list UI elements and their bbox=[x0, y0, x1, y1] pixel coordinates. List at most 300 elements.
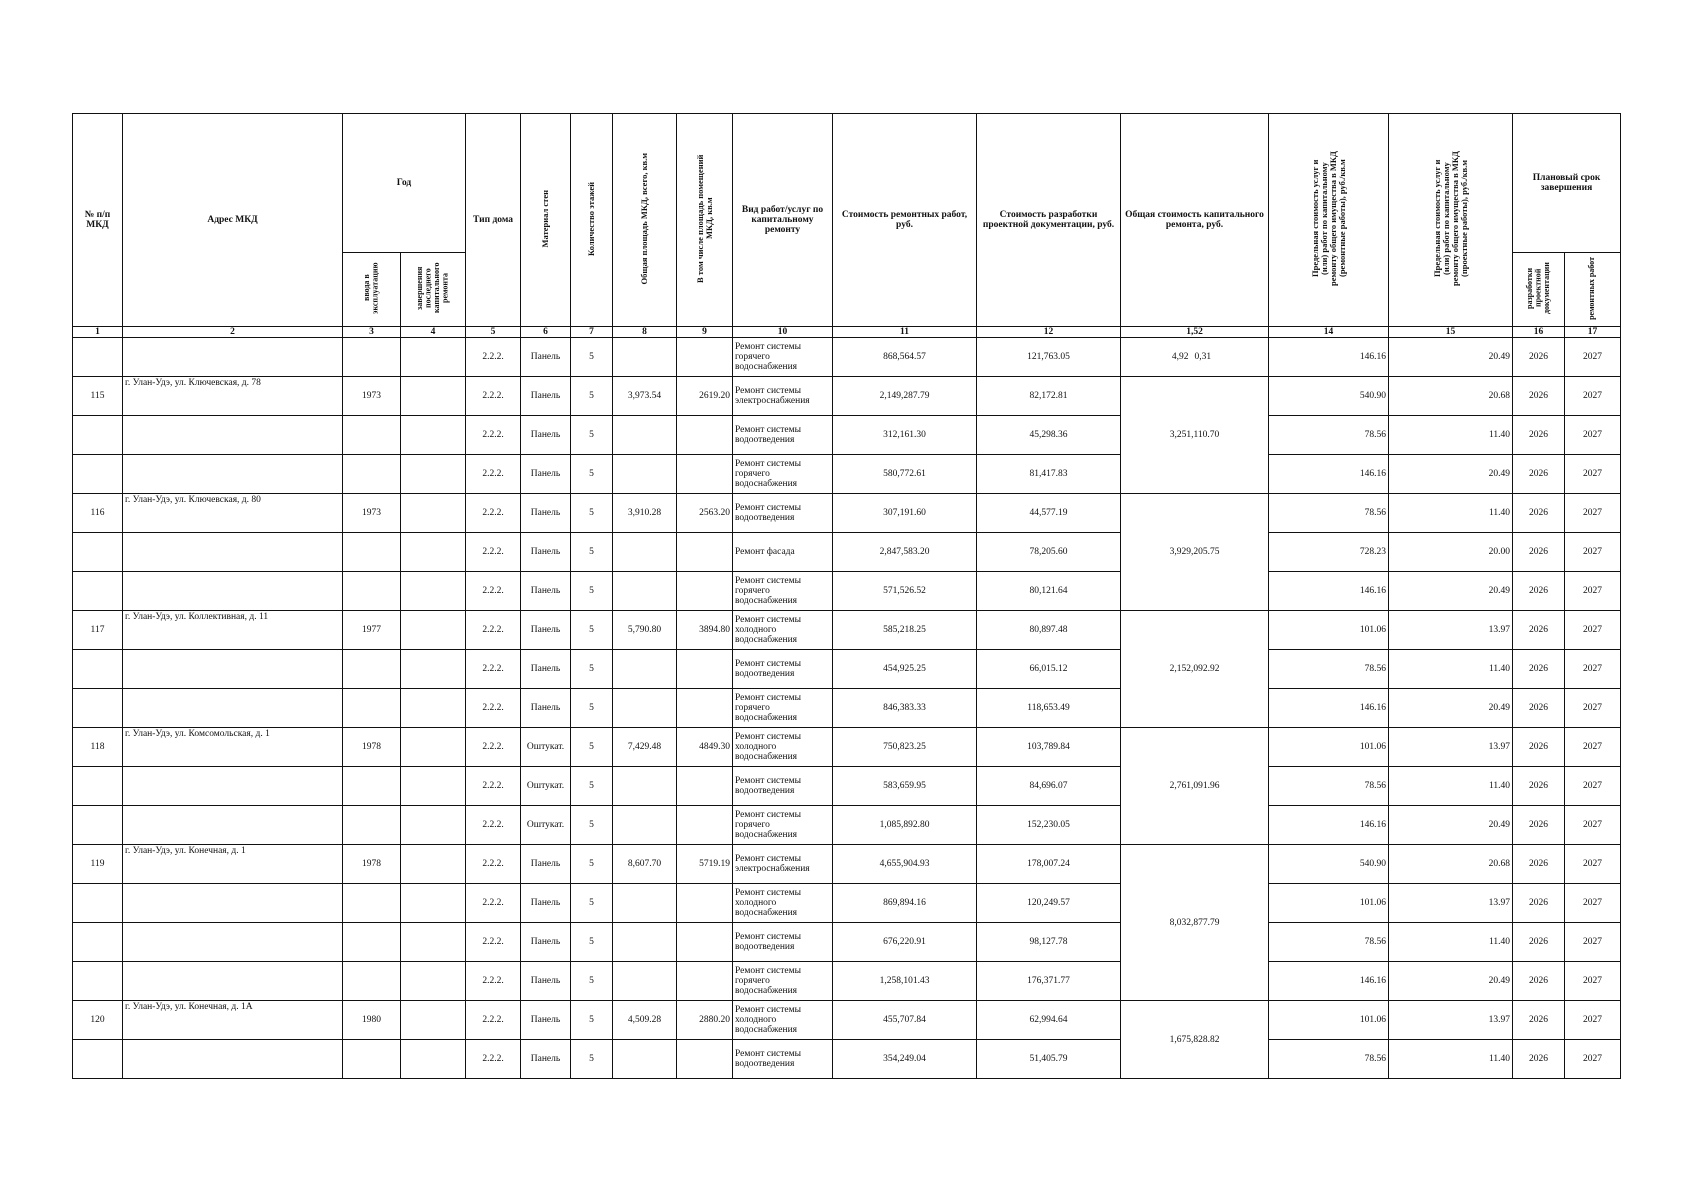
column-number: 8 bbox=[613, 327, 677, 338]
column-number: 12 bbox=[977, 327, 1121, 338]
table-row bbox=[73, 611, 1621, 650]
address-cell: г. Улан-Удэ, ул. Ключевская, д. 78 bbox=[123, 377, 343, 416]
limit-design-cell: 13.97 bbox=[1389, 1001, 1513, 1040]
limit-repair-cell: 78.56 bbox=[1269, 923, 1389, 962]
deadline-design-cell: 2026 bbox=[1513, 923, 1565, 962]
repair-cost-cell: 1,258,101.43 bbox=[833, 962, 977, 1001]
deadline-design-cell: 2026 bbox=[1513, 611, 1565, 650]
wall-material-cell: Панель bbox=[521, 455, 571, 494]
capital-repair-table bbox=[72, 113, 1621, 1079]
wall-material-cell: Панель bbox=[521, 494, 571, 533]
stray-marks-cell bbox=[1121, 338, 1269, 377]
house-type-cell: 2.2.2. bbox=[466, 923, 521, 962]
house-type-cell: 2.2.2. bbox=[466, 494, 521, 533]
limit-design-cell: 20.49 bbox=[1389, 572, 1513, 611]
deadline-design-cell: 2026 bbox=[1513, 689, 1565, 728]
deadline-design-cell: 2026 bbox=[1513, 962, 1565, 1001]
deadline-design-cell: 2026 bbox=[1513, 884, 1565, 923]
deadline-design-cell: 2026 bbox=[1513, 416, 1565, 455]
header-deadline: Плановый срок завершения bbox=[1513, 114, 1621, 253]
total-area-cell: 7,429.48 bbox=[613, 728, 677, 767]
floors-cell: 5 bbox=[571, 923, 613, 962]
address-cell bbox=[123, 689, 343, 728]
house-type-cell: 2.2.2. bbox=[466, 689, 521, 728]
design-cost-cell: 121,763.05 bbox=[977, 338, 1121, 377]
premises-area-cell: 4849.30 bbox=[677, 728, 733, 767]
header-deadline-works: ремонтных работ bbox=[1565, 253, 1621, 327]
total-area-cell bbox=[613, 884, 677, 923]
design-cost-cell: 120,249.57 bbox=[977, 884, 1121, 923]
header-premises-area: В том числе площадь помещений МКД, кв.м bbox=[677, 114, 733, 327]
floors-cell: 5 bbox=[571, 689, 613, 728]
year-last-repair-cell bbox=[401, 884, 466, 923]
year-commission-cell bbox=[343, 338, 401, 377]
address-cell bbox=[123, 767, 343, 806]
total-cost-cell: 2,761,091.96 bbox=[1121, 728, 1269, 845]
limit-design-cell: 13.97 bbox=[1389, 884, 1513, 923]
address-cell bbox=[123, 650, 343, 689]
header-floors: Количество этажей bbox=[571, 114, 613, 327]
mkd-number: 116 bbox=[73, 494, 123, 533]
floors-cell: 5 bbox=[571, 338, 613, 377]
deadline-works-cell: 2027 bbox=[1565, 806, 1621, 845]
deadline-design-cell: 2026 bbox=[1513, 806, 1565, 845]
limit-repair-cell: 540.90 bbox=[1269, 845, 1389, 884]
year-last-repair-cell bbox=[401, 338, 466, 377]
house-type-cell: 2.2.2. bbox=[466, 884, 521, 923]
design-cost-cell: 176,371.77 bbox=[977, 962, 1121, 1001]
table-row bbox=[73, 650, 1621, 689]
mkd-number bbox=[73, 455, 123, 494]
wall-material-cell: Панель bbox=[521, 689, 571, 728]
total-area-cell bbox=[613, 767, 677, 806]
year-commission-cell bbox=[343, 767, 401, 806]
column-number: 2 bbox=[123, 327, 343, 338]
work-type-cell: Ремонт системы холодного водоснабжения bbox=[733, 1001, 833, 1040]
premises-area-cell bbox=[677, 338, 733, 377]
deadline-design-cell: 2026 bbox=[1513, 494, 1565, 533]
premises-area-cell: 3894.80 bbox=[677, 611, 733, 650]
repair-cost-cell: 846,383.33 bbox=[833, 689, 977, 728]
design-cost-cell: 82,172.81 bbox=[977, 377, 1121, 416]
work-type-cell: Ремонт системы холодного водоснабжения bbox=[733, 728, 833, 767]
year-commission-cell bbox=[343, 533, 401, 572]
mkd-number bbox=[73, 338, 123, 377]
limit-repair-cell: 101.06 bbox=[1269, 728, 1389, 767]
wall-material-cell: Панель bbox=[521, 1040, 571, 1079]
mkd-number bbox=[73, 1040, 123, 1079]
year-commission-cell bbox=[343, 689, 401, 728]
premises-area-cell bbox=[677, 806, 733, 845]
house-type-cell: 2.2.2. bbox=[466, 416, 521, 455]
floors-cell: 5 bbox=[571, 884, 613, 923]
wall-material-cell: Оштукат. bbox=[521, 806, 571, 845]
address-cell bbox=[123, 338, 343, 377]
deadline-works-cell: 2027 bbox=[1565, 728, 1621, 767]
year-last-repair-cell bbox=[401, 650, 466, 689]
work-type-cell: Ремонт системы электроснабжения bbox=[733, 845, 833, 884]
column-number: 3 bbox=[343, 327, 401, 338]
work-type-cell: Ремонт системы водоотведения bbox=[733, 767, 833, 806]
repair-cost-cell: 750,823.25 bbox=[833, 728, 977, 767]
mkd-number bbox=[73, 806, 123, 845]
mkd-number: 119 bbox=[73, 845, 123, 884]
design-cost-cell: 62,994.64 bbox=[977, 1001, 1121, 1040]
repair-cost-cell: 868,564.57 bbox=[833, 338, 977, 377]
repair-cost-cell: 312,161.30 bbox=[833, 416, 977, 455]
header-address: Адрес МКД bbox=[123, 114, 343, 327]
floors-cell: 5 bbox=[571, 1001, 613, 1040]
address-cell: г. Улан-Удэ, ул. Ключевская, д. 80 bbox=[123, 494, 343, 533]
address-cell bbox=[123, 884, 343, 923]
mkd-number bbox=[73, 923, 123, 962]
limit-design-cell: 11.40 bbox=[1389, 767, 1513, 806]
design-cost-cell: 51,405.79 bbox=[977, 1040, 1121, 1079]
design-cost-cell: 118,653.49 bbox=[977, 689, 1121, 728]
header-num: № п/п МКД bbox=[73, 114, 123, 327]
mkd-number: 117 bbox=[73, 611, 123, 650]
floors-cell: 5 bbox=[571, 572, 613, 611]
year-last-repair-cell bbox=[401, 455, 466, 494]
total-area-cell bbox=[613, 338, 677, 377]
total-area-cell bbox=[613, 689, 677, 728]
limit-design-cell: 20.68 bbox=[1389, 377, 1513, 416]
mkd-number bbox=[73, 962, 123, 1001]
house-type-cell: 2.2.2. bbox=[466, 1040, 521, 1079]
work-type-cell: Ремонт системы холодного водоснабжения bbox=[733, 611, 833, 650]
column-number: 7 bbox=[571, 327, 613, 338]
design-cost-cell: 66,015.12 bbox=[977, 650, 1121, 689]
table-row bbox=[73, 1040, 1621, 1079]
year-commission-cell bbox=[343, 572, 401, 611]
premises-area-cell bbox=[677, 767, 733, 806]
stray-mark: 0,31 bbox=[1194, 352, 1212, 362]
floors-cell: 5 bbox=[571, 455, 613, 494]
column-number: 15 bbox=[1389, 327, 1513, 338]
column-number: 14 bbox=[1269, 327, 1389, 338]
table-body bbox=[73, 338, 1621, 1079]
repair-cost-cell: 455,707.84 bbox=[833, 1001, 977, 1040]
deadline-works-cell: 2027 bbox=[1565, 455, 1621, 494]
address-cell bbox=[123, 416, 343, 455]
repair-cost-cell: 869,894.16 bbox=[833, 884, 977, 923]
limit-repair-cell: 78.56 bbox=[1269, 650, 1389, 689]
premises-area-cell bbox=[677, 416, 733, 455]
wall-material-cell: Панель bbox=[521, 962, 571, 1001]
column-number: 6 bbox=[521, 327, 571, 338]
deadline-design-cell: 2026 bbox=[1513, 1001, 1565, 1040]
repair-cost-cell: 1,085,892.80 bbox=[833, 806, 977, 845]
house-type-cell: 2.2.2. bbox=[466, 338, 521, 377]
wall-material-cell: Панель bbox=[521, 650, 571, 689]
work-type-cell: Ремонт системы горячего водоснабжения bbox=[733, 572, 833, 611]
work-type-cell: Ремонт системы горячего водоснабжения bbox=[733, 689, 833, 728]
column-numbers-row bbox=[73, 327, 1621, 338]
mkd-number bbox=[73, 884, 123, 923]
design-cost-cell: 78,205.60 bbox=[977, 533, 1121, 572]
total-area-cell bbox=[613, 1040, 677, 1079]
deadline-works-cell: 2027 bbox=[1565, 338, 1621, 377]
deadline-design-cell: 2026 bbox=[1513, 845, 1565, 884]
repair-cost-cell: 580,772.61 bbox=[833, 455, 977, 494]
deadline-works-cell: 2027 bbox=[1565, 884, 1621, 923]
limit-design-cell: 20.49 bbox=[1389, 689, 1513, 728]
floors-cell: 5 bbox=[571, 1040, 613, 1079]
header-deadline-design: разработки проектной документации bbox=[1513, 253, 1565, 327]
column-number: 5 bbox=[466, 327, 521, 338]
mkd-number bbox=[73, 650, 123, 689]
repair-cost-cell: 354,249.04 bbox=[833, 1040, 977, 1079]
column-number: 11 bbox=[833, 327, 977, 338]
year-last-repair-cell bbox=[401, 377, 466, 416]
column-number: 4 bbox=[401, 327, 466, 338]
table-row bbox=[73, 728, 1621, 767]
year-commission-cell bbox=[343, 416, 401, 455]
premises-area-cell: 5719.19 bbox=[677, 845, 733, 884]
address-cell: г. Улан-Удэ, ул. Конечная, д. 1 bbox=[123, 845, 343, 884]
header-house-type: Тип дома bbox=[466, 114, 521, 327]
year-last-repair-cell bbox=[401, 689, 466, 728]
limit-repair-cell: 78.56 bbox=[1269, 767, 1389, 806]
limit-repair-cell: 146.16 bbox=[1269, 806, 1389, 845]
year-last-repair-cell bbox=[401, 572, 466, 611]
total-cost-cell: 3,251,110.70 bbox=[1121, 377, 1269, 494]
work-type-cell: Ремонт системы водоотведения bbox=[733, 416, 833, 455]
floors-cell: 5 bbox=[571, 533, 613, 572]
premises-area-cell: 2619.20 bbox=[677, 377, 733, 416]
premises-area-cell bbox=[677, 962, 733, 1001]
limit-repair-cell: 101.06 bbox=[1269, 884, 1389, 923]
year-commission-cell: 1973 bbox=[343, 377, 401, 416]
address-cell bbox=[123, 962, 343, 1001]
table-row bbox=[73, 767, 1621, 806]
year-last-repair-cell bbox=[401, 845, 466, 884]
limit-design-cell: 20.49 bbox=[1389, 806, 1513, 845]
premises-area-cell bbox=[677, 884, 733, 923]
year-last-repair-cell bbox=[401, 1001, 466, 1040]
repair-cost-cell: 571,526.52 bbox=[833, 572, 977, 611]
floors-cell: 5 bbox=[571, 416, 613, 455]
wall-material-cell: Панель bbox=[521, 1001, 571, 1040]
header-work-type: Вид работ/услуг по капитальному ремонту bbox=[733, 114, 833, 327]
address-cell bbox=[123, 533, 343, 572]
total-cost-cell: 1,675,828.82 bbox=[1121, 1001, 1269, 1079]
deadline-design-cell: 2026 bbox=[1513, 728, 1565, 767]
total-area-cell bbox=[613, 650, 677, 689]
address-cell: г. Улан-Удэ, ул. Коллективная, д. 11 bbox=[123, 611, 343, 650]
deadline-works-cell: 2027 bbox=[1565, 845, 1621, 884]
house-type-cell: 2.2.2. bbox=[466, 767, 521, 806]
repair-cost-cell: 585,218.25 bbox=[833, 611, 977, 650]
header-year-commission: ввода в эксплуатацию bbox=[343, 253, 401, 327]
wall-material-cell: Панель bbox=[521, 338, 571, 377]
table-row bbox=[73, 377, 1621, 416]
year-commission-cell: 1978 bbox=[343, 728, 401, 767]
table-row bbox=[73, 806, 1621, 845]
premises-area-cell bbox=[677, 923, 733, 962]
deadline-works-cell: 2027 bbox=[1565, 533, 1621, 572]
table-row bbox=[73, 533, 1621, 572]
year-commission-cell bbox=[343, 455, 401, 494]
deadline-design-cell: 2026 bbox=[1513, 1040, 1565, 1079]
wall-material-cell: Панель bbox=[521, 845, 571, 884]
year-commission-cell bbox=[343, 884, 401, 923]
house-type-cell: 2.2.2. bbox=[466, 455, 521, 494]
deadline-design-cell: 2026 bbox=[1513, 338, 1565, 377]
deadline-design-cell: 2026 bbox=[1513, 455, 1565, 494]
table-row bbox=[73, 1001, 1621, 1040]
total-area-cell bbox=[613, 923, 677, 962]
design-cost-cell: 80,897.48 bbox=[977, 611, 1121, 650]
total-area-cell: 4,509.28 bbox=[613, 1001, 677, 1040]
total-area-cell bbox=[613, 416, 677, 455]
year-last-repair-cell bbox=[401, 767, 466, 806]
repair-cost-cell: 676,220.91 bbox=[833, 923, 977, 962]
year-last-repair-cell bbox=[401, 416, 466, 455]
premises-area-cell: 2880.20 bbox=[677, 1001, 733, 1040]
house-type-cell: 2.2.2. bbox=[466, 611, 521, 650]
deadline-design-cell: 2026 bbox=[1513, 377, 1565, 416]
mkd-number bbox=[73, 416, 123, 455]
repair-cost-cell: 2,149,287.79 bbox=[833, 377, 977, 416]
deadline-design-cell: 2026 bbox=[1513, 572, 1565, 611]
limit-repair-cell: 146.16 bbox=[1269, 455, 1389, 494]
table-row bbox=[73, 572, 1621, 611]
mkd-number bbox=[73, 572, 123, 611]
deadline-works-cell: 2027 bbox=[1565, 962, 1621, 1001]
limit-design-cell: 20.68 bbox=[1389, 845, 1513, 884]
total-area-cell bbox=[613, 806, 677, 845]
total-cost-cell: 8,032,877.79 bbox=[1121, 845, 1269, 1001]
design-cost-cell: 44,577.19 bbox=[977, 494, 1121, 533]
limit-design-cell: 11.40 bbox=[1389, 494, 1513, 533]
header-total-cost: Общая стоимость капитального ремонта, руб. bbox=[1121, 114, 1269, 327]
premises-area-cell: 2563.20 bbox=[677, 494, 733, 533]
floors-cell: 5 bbox=[571, 650, 613, 689]
house-type-cell: 2.2.2. bbox=[466, 1001, 521, 1040]
year-last-repair-cell bbox=[401, 728, 466, 767]
work-type-cell: Ремонт системы горячего водоснабжения bbox=[733, 962, 833, 1001]
limit-repair-cell: 146.16 bbox=[1269, 962, 1389, 1001]
column-number: 9 bbox=[677, 327, 733, 338]
table-row bbox=[73, 494, 1621, 533]
table-row bbox=[73, 689, 1621, 728]
header-wall-material: Материал стен bbox=[521, 114, 571, 327]
header-repair-cost: Стоимость ремонтных работ, руб. bbox=[833, 114, 977, 327]
deadline-works-cell: 2027 bbox=[1565, 1001, 1621, 1040]
floors-cell: 5 bbox=[571, 728, 613, 767]
table-row bbox=[73, 884, 1621, 923]
deadline-design-cell: 2026 bbox=[1513, 650, 1565, 689]
wall-material-cell: Оштукат. bbox=[521, 728, 571, 767]
limit-design-cell: 11.40 bbox=[1389, 1040, 1513, 1079]
premises-area-cell bbox=[677, 650, 733, 689]
limit-repair-cell: 728.23 bbox=[1269, 533, 1389, 572]
house-type-cell: 2.2.2. bbox=[466, 845, 521, 884]
stray-mark: 4,92 bbox=[1171, 352, 1189, 362]
repair-cost-cell: 2,847,583.20 bbox=[833, 533, 977, 572]
column-number: 1 bbox=[73, 327, 123, 338]
work-type-cell: Ремонт фасада bbox=[733, 533, 833, 572]
address-cell: г. Улан-Удэ, ул. Конечная, д. 1А bbox=[123, 1001, 343, 1040]
limit-design-cell: 11.40 bbox=[1389, 650, 1513, 689]
design-cost-cell: 80,121.64 bbox=[977, 572, 1121, 611]
deadline-works-cell: 2027 bbox=[1565, 416, 1621, 455]
deadline-works-cell: 2027 bbox=[1565, 494, 1621, 533]
year-commission-cell: 1973 bbox=[343, 494, 401, 533]
repair-cost-cell: 4,655,904.93 bbox=[833, 845, 977, 884]
premises-area-cell bbox=[677, 689, 733, 728]
work-type-cell: Ремонт системы холодного водоснабжения bbox=[733, 884, 833, 923]
table-row bbox=[73, 962, 1621, 1001]
year-commission-cell bbox=[343, 806, 401, 845]
wall-material-cell: Панель bbox=[521, 533, 571, 572]
limit-repair-cell: 146.16 bbox=[1269, 689, 1389, 728]
total-area-cell bbox=[613, 533, 677, 572]
total-cost-cell: 2,152,092.92 bbox=[1121, 611, 1269, 728]
premises-area-cell bbox=[677, 455, 733, 494]
limit-design-cell: 13.97 bbox=[1389, 728, 1513, 767]
limit-repair-cell: 146.16 bbox=[1269, 338, 1389, 377]
column-number: 10 bbox=[733, 327, 833, 338]
floors-cell: 5 bbox=[571, 845, 613, 884]
mkd-number bbox=[73, 767, 123, 806]
floors-cell: 5 bbox=[571, 377, 613, 416]
floors-cell: 5 bbox=[571, 962, 613, 1001]
deadline-works-cell: 2027 bbox=[1565, 377, 1621, 416]
total-area-cell bbox=[613, 572, 677, 611]
column-number: 17 bbox=[1565, 327, 1621, 338]
limit-design-cell: 20.00 bbox=[1389, 533, 1513, 572]
total-area-cell: 8,607.70 bbox=[613, 845, 677, 884]
year-commission-cell bbox=[343, 650, 401, 689]
year-last-repair-cell bbox=[401, 1040, 466, 1079]
year-commission-cell: 1977 bbox=[343, 611, 401, 650]
wall-material-cell: Панель bbox=[521, 923, 571, 962]
design-cost-cell: 84,696.07 bbox=[977, 767, 1121, 806]
design-cost-cell: 178,007.24 bbox=[977, 845, 1121, 884]
total-area-cell: 5,790.80 bbox=[613, 611, 677, 650]
deadline-works-cell: 2027 bbox=[1565, 689, 1621, 728]
mkd-number bbox=[73, 689, 123, 728]
address-cell bbox=[123, 455, 343, 494]
floors-cell: 5 bbox=[571, 767, 613, 806]
deadline-works-cell: 2027 bbox=[1565, 650, 1621, 689]
header-year-last-repair: завершения последнего капитального ремонта bbox=[401, 253, 466, 327]
limit-design-cell: 20.49 bbox=[1389, 455, 1513, 494]
design-cost-cell: 152,230.05 bbox=[977, 806, 1121, 845]
limit-repair-cell: 146.16 bbox=[1269, 572, 1389, 611]
header-limit-repair: Предельная стоимость услуг и (или) работ по капитальному ремонту общего имущества в МКД (ремонтные работы), руб./кв.м bbox=[1269, 114, 1389, 327]
wall-material-cell: Панель bbox=[521, 884, 571, 923]
header-total-area: Общая площадь МКД, всего, кв.м bbox=[613, 114, 677, 327]
table-row bbox=[73, 455, 1621, 494]
floors-cell: 5 bbox=[571, 611, 613, 650]
address-cell bbox=[123, 1040, 343, 1079]
work-type-cell: Ремонт системы водоотведения bbox=[733, 494, 833, 533]
floors-cell: 5 bbox=[571, 806, 613, 845]
table-row bbox=[73, 923, 1621, 962]
total-area-cell bbox=[613, 962, 677, 1001]
work-type-cell: Ремонт системы горячего водоснабжения bbox=[733, 455, 833, 494]
deadline-design-cell: 2026 bbox=[1513, 533, 1565, 572]
deadline-works-cell: 2027 bbox=[1565, 572, 1621, 611]
house-type-cell: 2.2.2. bbox=[466, 962, 521, 1001]
mkd-number: 120 bbox=[73, 1001, 123, 1040]
wall-material-cell: Панель bbox=[521, 572, 571, 611]
limit-repair-cell: 101.06 bbox=[1269, 1001, 1389, 1040]
repair-cost-cell: 583,659.95 bbox=[833, 767, 977, 806]
